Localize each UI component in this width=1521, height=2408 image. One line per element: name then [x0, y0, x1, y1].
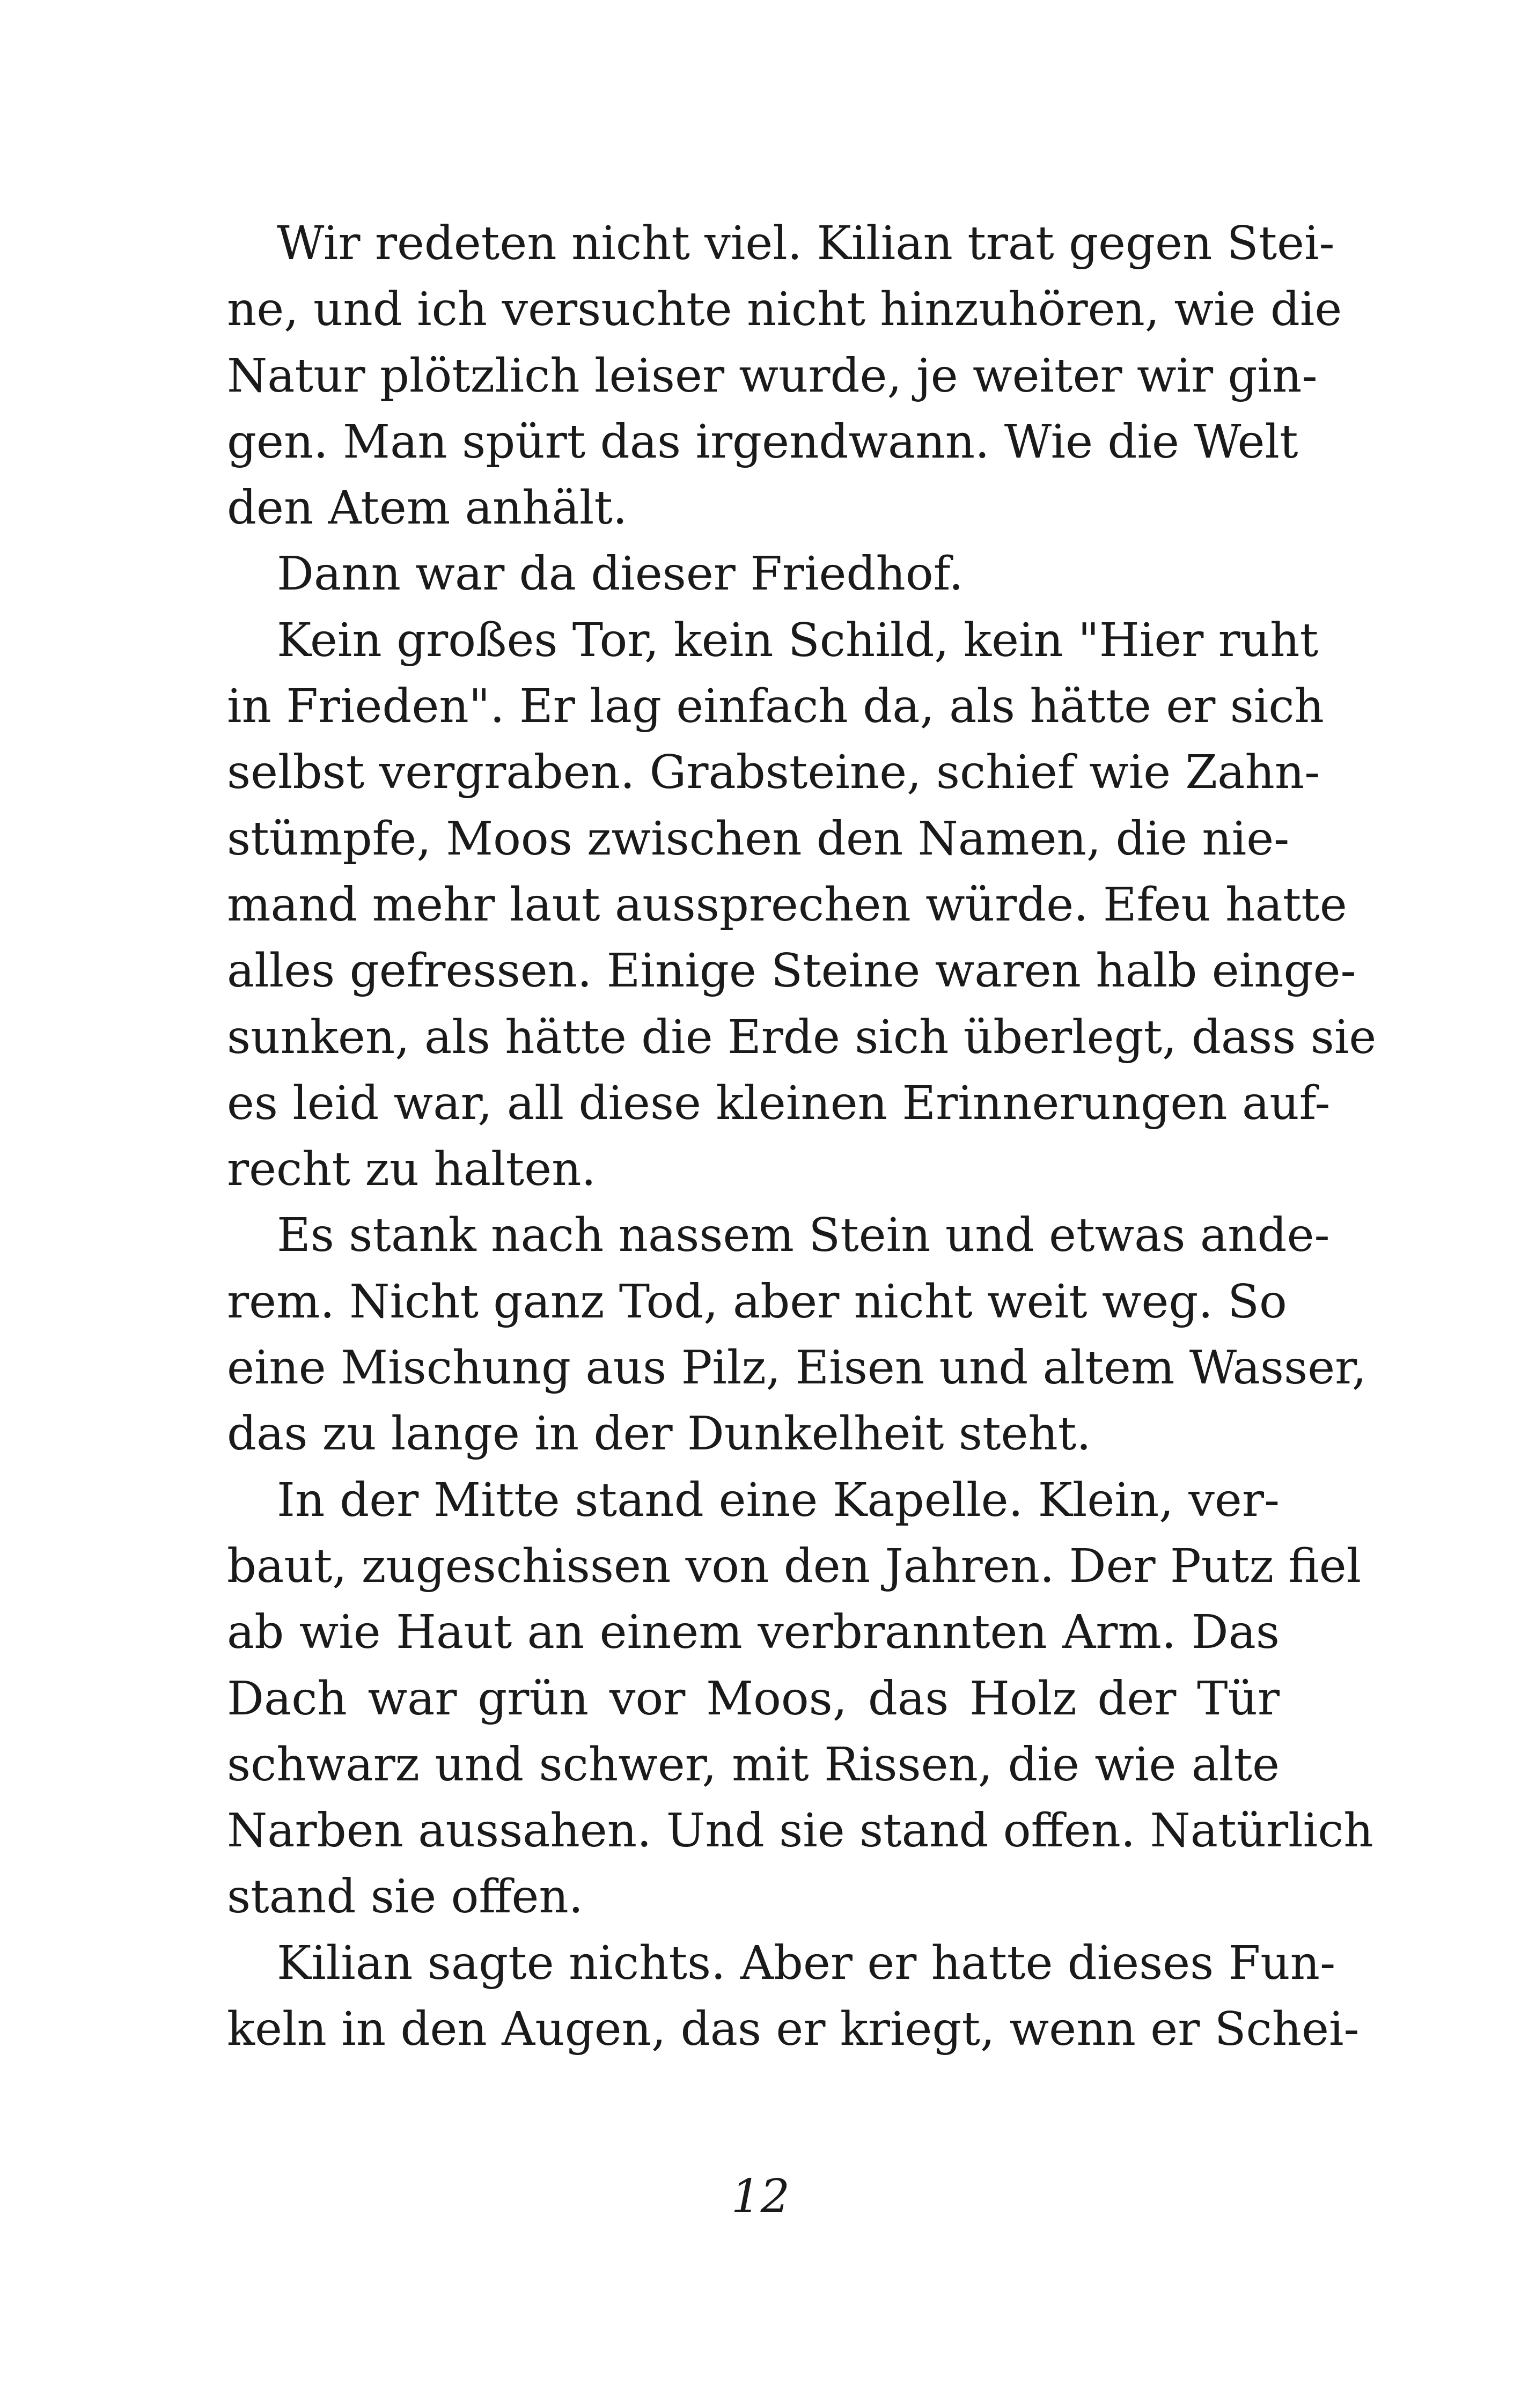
- text-line: Wir redeten nicht viel. Kilian trat gegen Stei-: [277, 217, 1335, 270]
- text-line: Natur plötzlich leiser wurde, je weiter wir gin-: [227, 349, 1318, 403]
- text-line: In der Mitte stand eine Kapelle. Klein, ver-: [277, 1473, 1280, 1527]
- text-line: Dann war da dieser Friedhof.: [277, 547, 964, 601]
- text-line: mand mehr laut aussprechen würde. Efeu hatte: [227, 878, 1347, 932]
- text-line: Kein großes Tor, kein Schild, kein "Hier ruht: [277, 613, 1319, 667]
- paragraph-1: [227, 211, 1342, 541]
- text-line: Dach war grün vor Moos, das Holz der Tür: [227, 1671, 1280, 1726]
- text-line: den Atem anhält.: [227, 481, 628, 535]
- text-line: ab wie Haut an einem verbrannten Arm. Das: [227, 1606, 1280, 1660]
- paragraph-2: [227, 541, 1280, 607]
- paragraph-6: [227, 1931, 1360, 2063]
- text-line: gen. Man spürt das irgendwann. Wie die Welt: [227, 415, 1298, 469]
- text-line: keln in den Augen, das er kriegt, wenn er Schei-: [227, 2002, 1360, 2057]
- text-line: stümpfe, Moos zwischen den Namen, die nie-: [227, 812, 1290, 866]
- text-line: es leid war, all diese kleinen Erinnerungen auf-: [227, 1076, 1331, 1130]
- text-line: stand sie offen.: [227, 1870, 584, 1924]
- text-line: Narben aussahen. Und sie stand offen. Natürlich: [227, 1804, 1373, 1858]
- text-line: selbst vergraben. Grabsteine, schief wie Zahn-: [227, 746, 1320, 800]
- page-number: 12: [731, 2170, 790, 2223]
- text-line: ne, und ich versuchte nicht hinzuhören, wie die: [227, 283, 1342, 337]
- text-line: Es stank nach nassem Stein und etwas ande-: [277, 1209, 1330, 1263]
- text-line: recht zu halten.: [227, 1143, 596, 1197]
- text-line: Kilian sagte nichts. Aber er hatte dieses Fun-: [277, 1936, 1336, 1990]
- paragraph-3: [227, 608, 1377, 1203]
- text-line: baut, zugeschissen von den Jahren. Der Putz fiel: [227, 1539, 1362, 1593]
- text-line: das zu lange in der Dunkelheit steht.: [227, 1407, 1091, 1461]
- text-line: sunken, als hätte die Erde sich überlegt, dass sie: [227, 1010, 1377, 1064]
- text-line: in Frieden". Er lag einfach da, als hätte er sich: [227, 680, 1324, 734]
- text-line: schwarz und schwer, mit Rissen, die wie alte: [227, 1737, 1280, 1792]
- text-line: alles gefressen. Einige Steine waren halb einge-: [227, 944, 1356, 998]
- paragraph-4: [227, 1203, 1367, 1467]
- text-line: eine Mischung aus Pilz, Eisen und altem Wasser,: [227, 1341, 1367, 1395]
- body-text: [227, 211, 1377, 2063]
- paragraph-5: [227, 1468, 1373, 1931]
- text-line: rem. Nicht ganz Tod, aber nicht weit weg. So: [227, 1275, 1287, 1329]
